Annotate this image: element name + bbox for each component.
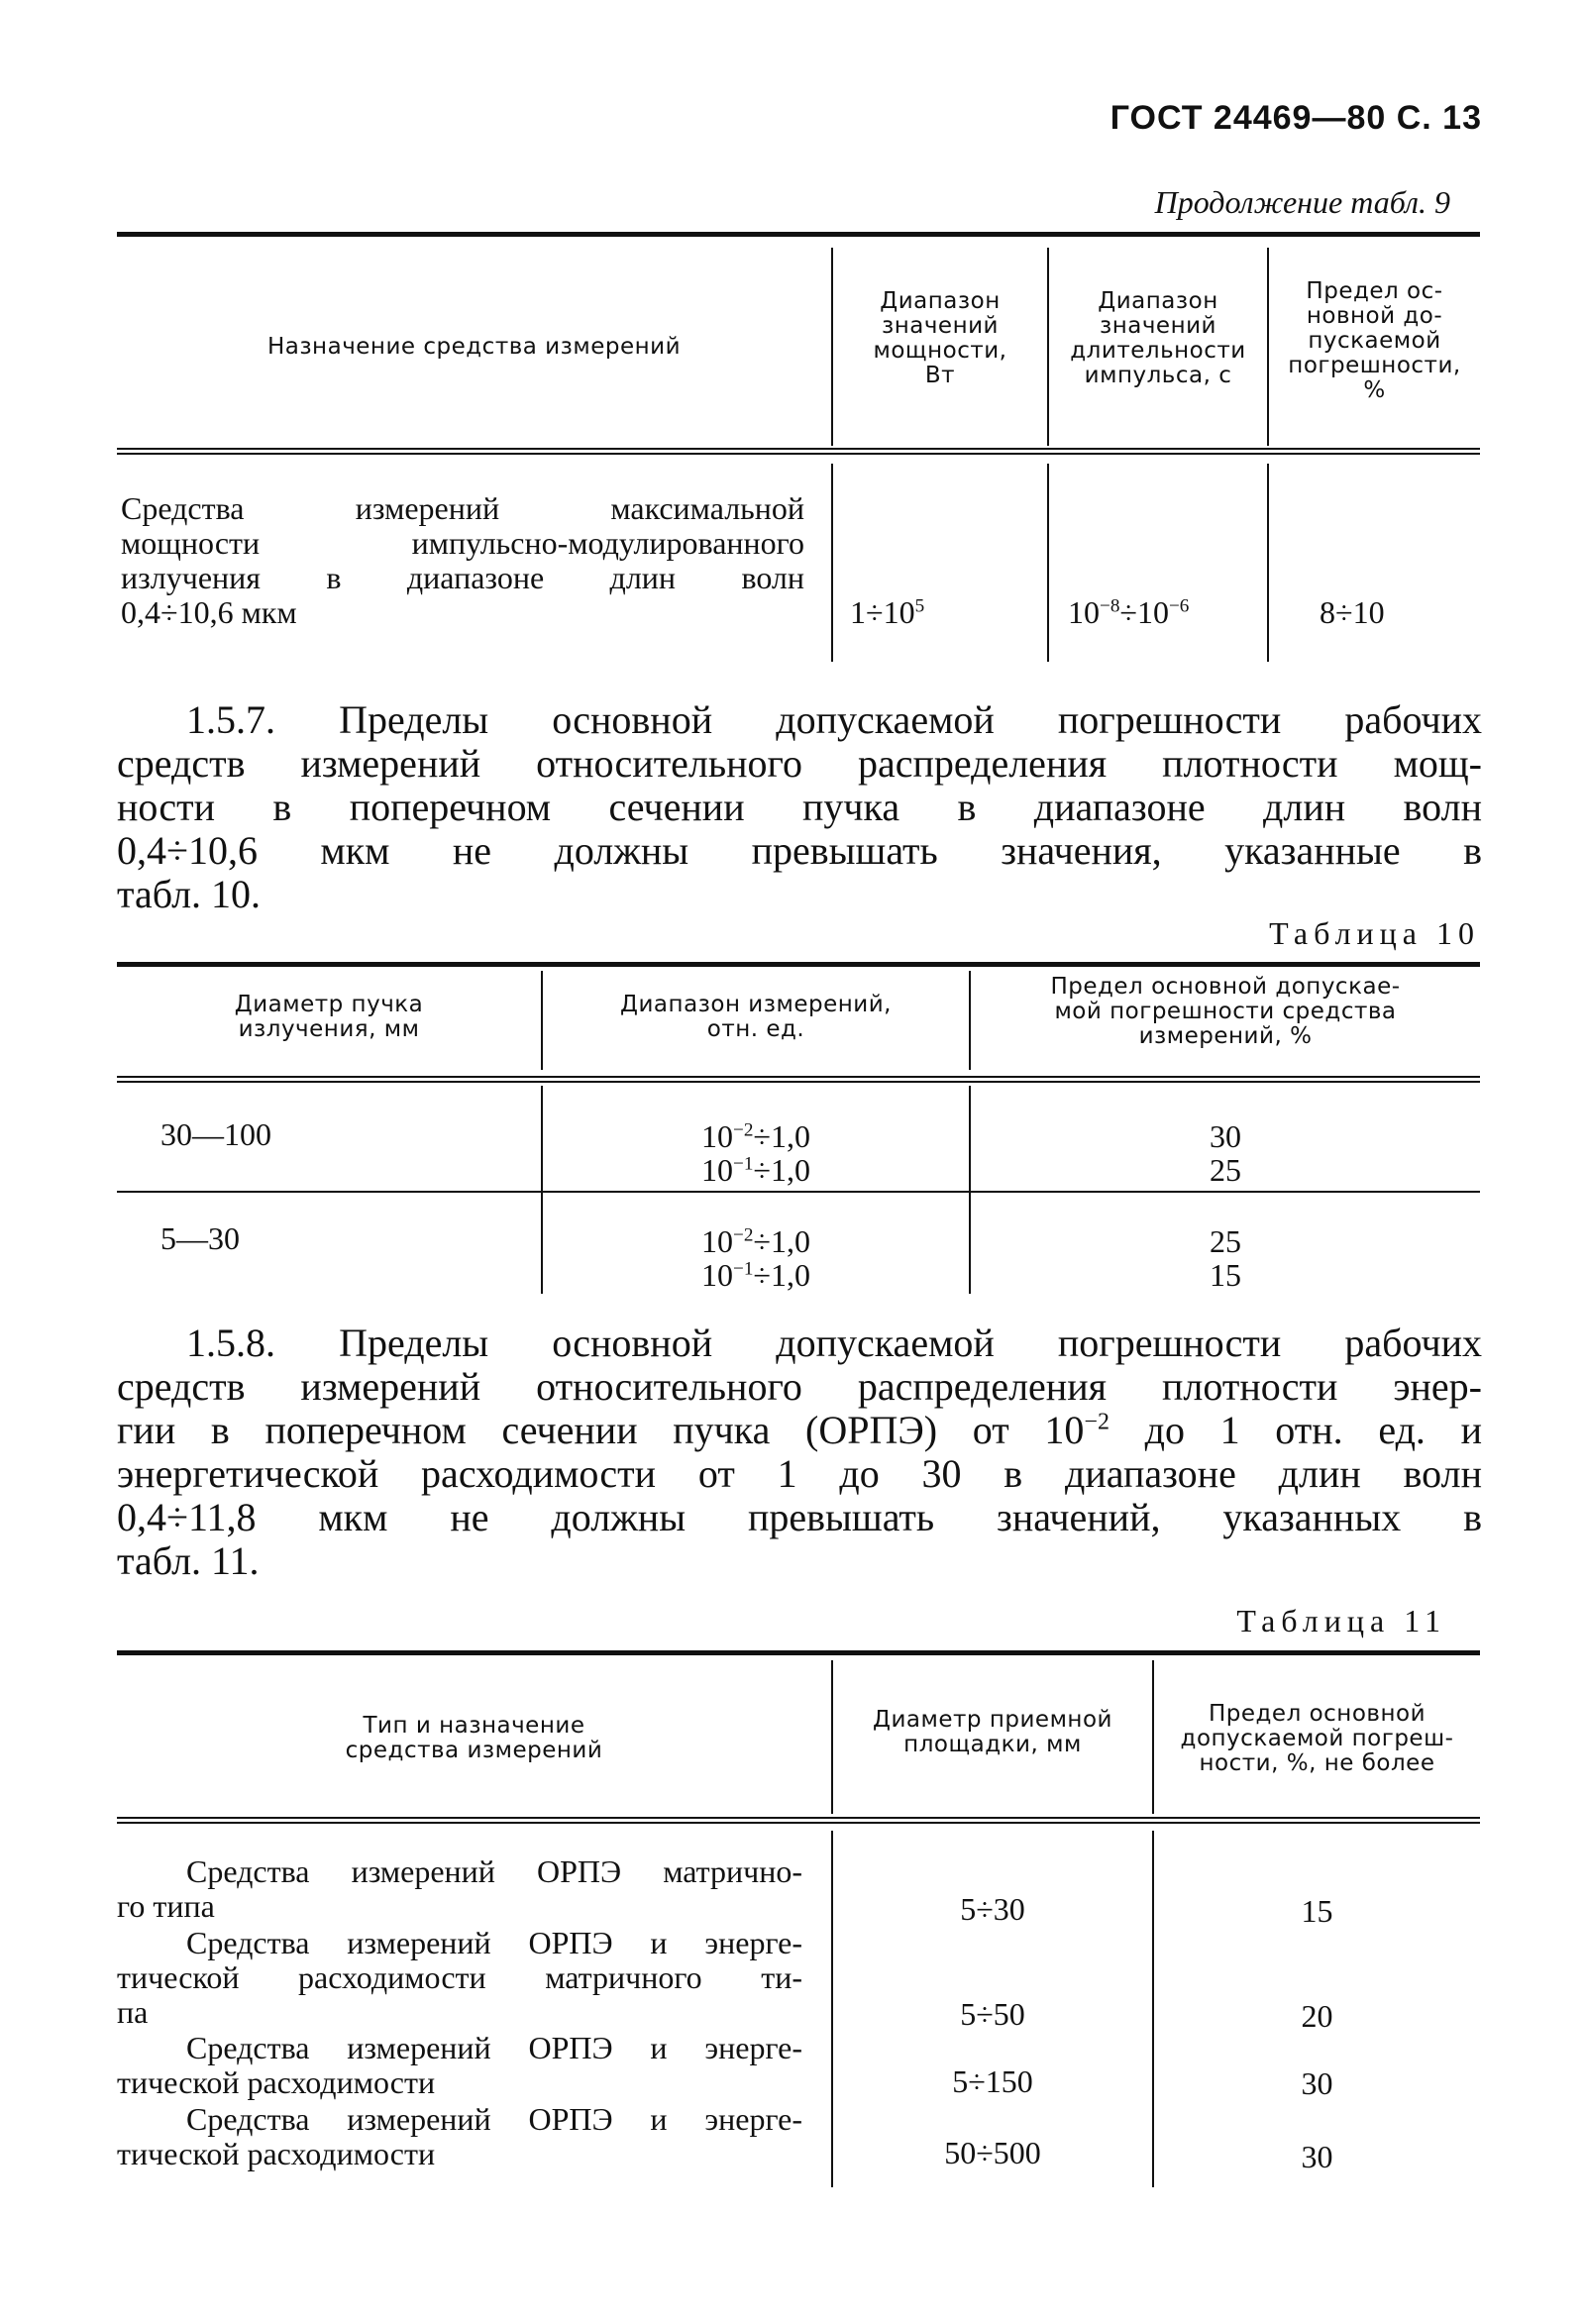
- table9-col-divider: [831, 464, 833, 662]
- table9-header-duration: [1049, 289, 1267, 388]
- header-line: площадки, мм: [903, 1732, 1082, 1757]
- table11-row4-diameter: 50÷500: [944, 2135, 1041, 2170]
- header-line: Вт: [924, 363, 956, 388]
- header-line: новной до-: [1306, 303, 1443, 329]
- page-header: ГОСТ 24469—80 С. 13: [1110, 99, 1482, 137]
- paragraph-1-5-7: [117, 698, 1482, 916]
- table11-row3-error: 30: [1301, 2065, 1333, 2101]
- table10-top-rule: [117, 962, 1480, 967]
- table10-row2-diameter: 5—30: [160, 1220, 240, 1256]
- table10-caption: Таблица 10: [1269, 915, 1480, 951]
- header-line: средства измерений: [345, 1738, 603, 1763]
- header-line: допускаемой погреш-: [1180, 1726, 1454, 1751]
- paragraph-line: 0,4÷10,6 мкм не должны превышать значения, указанные в: [117, 828, 1482, 873]
- error-value: 25: [1210, 1223, 1241, 1259]
- range-value: [543, 1258, 969, 1292]
- table11-caption: Таблица 11: [1236, 1603, 1446, 1638]
- range-base: 10: [701, 1223, 733, 1259]
- table11-row2-diameter: 5÷50: [960, 1996, 1025, 2032]
- header-line: %: [1363, 377, 1386, 403]
- duration-a-exponent: −8: [1100, 595, 1120, 617]
- table9-caption: Продолжение табл. 9: [1154, 184, 1450, 220]
- header-line: погрешности,: [1288, 353, 1461, 378]
- paragraph-line: [117, 1409, 1482, 1452]
- range-exponent: −2: [733, 1224, 754, 1246]
- header-line: Тип и назначение: [363, 1713, 585, 1739]
- header-line: измерений, %: [1138, 1023, 1313, 1049]
- header-line: Предел ос-: [1306, 278, 1443, 304]
- table11-row1-type: [117, 1854, 802, 1924]
- header-line: значений: [1099, 313, 1217, 339]
- table11-row4-error: 30: [1301, 2139, 1333, 2174]
- header-line: Предел основной: [1208, 1701, 1426, 1727]
- row-line: па: [117, 1994, 149, 2030]
- range-value: [543, 1224, 969, 1258]
- paragraph-line: средств измерений относительного распределения плотности энер-: [117, 1364, 1482, 1409]
- table10-row1-diameter: 30—100: [160, 1116, 271, 1152]
- table11-row3-type: [117, 2031, 802, 2100]
- header-line: длительности: [1070, 338, 1246, 364]
- row-line: мощности импульсно-модулированного: [121, 525, 804, 561]
- paragraph-line: 1.5.7. Пределы основной допускаемой погрешности рабочих: [186, 697, 1482, 742]
- table11-top-rule: [117, 1650, 1480, 1655]
- header-line: излучения, мм: [238, 1016, 420, 1042]
- range-rest: ÷1,0: [753, 1118, 810, 1154]
- table10-row1-ranges: [543, 1119, 969, 1187]
- exponent: −2: [1084, 1409, 1110, 1435]
- table9-row-error: 8÷10: [1320, 594, 1385, 630]
- range-rest: ÷1,0: [753, 1152, 810, 1188]
- range-exponent: −1: [733, 1258, 754, 1280]
- header-line: Предел основной допускае-: [1050, 974, 1401, 1000]
- range-value: [543, 1119, 969, 1153]
- table10-header-diameter: [117, 993, 541, 1042]
- range-rest: ÷1,0: [753, 1223, 810, 1259]
- table11-row3-diameter: 5÷150: [952, 2063, 1033, 2099]
- error-value: 15: [1210, 1257, 1241, 1293]
- row-line: тической расходимости: [117, 2064, 436, 2100]
- header-line: Диапазон: [880, 288, 1001, 314]
- header-line: отн. ед.: [706, 1016, 805, 1042]
- row-line: Средства измерений ОРПЭ матрично-: [186, 1853, 802, 1889]
- paragraph-line: табл. 10.: [117, 872, 262, 916]
- table11-row1-diameter: 5÷30: [960, 1891, 1025, 1927]
- range-base: 10: [701, 1118, 733, 1154]
- range-base: 10: [701, 1152, 733, 1188]
- range-base: 10: [701, 1257, 733, 1293]
- text-part: гии в поперечном сечении пучка (ОРПЭ) от 10: [117, 1408, 1085, 1452]
- header-line: пускаемой: [1308, 328, 1441, 354]
- row-line: тической расходимости матричного ти-: [117, 1959, 802, 1995]
- error-value: 30: [1210, 1118, 1241, 1154]
- row-line: тической расходимости: [117, 2136, 436, 2171]
- header-line: Диапазон: [1098, 288, 1218, 314]
- paragraph-line: энергетической расходимости от 1 до 30 в диапазоне длин волн: [117, 1451, 1482, 1496]
- header-line: мощности,: [873, 338, 1007, 364]
- table9-header-power: [833, 289, 1047, 388]
- table11-header-type: [117, 1714, 831, 1763]
- table10-header-range: [543, 993, 969, 1042]
- header-line: мой погрешности средства: [1054, 999, 1397, 1024]
- table9-row-duration: [1068, 595, 1189, 630]
- power-base: 1÷10: [850, 594, 915, 630]
- row-line: Средства измерений ОРПЭ и энерге-: [186, 1925, 802, 1960]
- duration-sep: ÷10: [1119, 594, 1169, 630]
- table11-row2-error: 20: [1301, 1998, 1333, 2034]
- range-rest: ÷1,0: [753, 1257, 810, 1293]
- row-line: Средства измерений ОРПЭ и энерге-: [186, 2101, 802, 2137]
- row-line: 0,4÷10,6 мкм: [121, 594, 297, 630]
- paragraph-line: 1.5.8. Пределы основной допускаемой погрешности рабочих: [186, 1320, 1482, 1365]
- power-exponent: 5: [914, 595, 925, 617]
- paragraph-line: табл. 11.: [117, 1538, 260, 1583]
- range-value: [543, 1153, 969, 1187]
- table10-row2-errors: [971, 1224, 1480, 1292]
- table11-header-diameter: [833, 1708, 1152, 1757]
- duration-a: 10: [1068, 594, 1100, 630]
- table11-row1-error: 15: [1301, 1893, 1333, 1929]
- header-line: Диаметр приемной: [873, 1707, 1112, 1733]
- table9-header-purpose: Назначение средства измерений: [266, 334, 682, 360]
- table11-header-rule: [117, 1817, 1480, 1824]
- table9-top-rule: [117, 232, 1480, 237]
- table9-header-error: [1269, 279, 1480, 403]
- table9-col-divider: [1047, 464, 1049, 662]
- table9-header-rule: [117, 448, 1480, 455]
- header-line: Диапазон измерений,: [620, 992, 892, 1017]
- header-line: импульса, с: [1084, 363, 1232, 388]
- table10-row-rule: [117, 1191, 1480, 1193]
- paragraph-line: 0,4÷11,8 мкм не должны превышать значений, указанных в: [117, 1495, 1482, 1539]
- table11-row2-type: [117, 1926, 802, 2030]
- range-exponent: −2: [733, 1119, 754, 1141]
- row-line: излучения в диапазоне длин волн: [121, 560, 804, 595]
- table10-header-rule: [117, 1076, 1480, 1083]
- table9-col-divider: [1267, 464, 1269, 662]
- table10-header-error: [971, 975, 1480, 1049]
- paragraph-line: средств измерений относительного распределения плотности мощ-: [117, 741, 1482, 786]
- row-line: Средства измерений максимальной: [121, 490, 804, 526]
- header-line: значений: [881, 313, 1000, 339]
- paragraph-line: ности в поперечном сечении пучка в диапазоне длин волн: [117, 785, 1482, 829]
- table10-row2-ranges: [543, 1224, 969, 1292]
- error-value: 25: [1210, 1152, 1241, 1188]
- duration-b-exponent: −6: [1168, 595, 1190, 617]
- row-line: го типа: [117, 1888, 215, 1924]
- paragraph-1-5-8: [117, 1321, 1482, 1583]
- range-exponent: −1: [733, 1153, 754, 1175]
- table9-row-name: [121, 491, 804, 630]
- header-line: ности, %, не более: [1199, 1750, 1435, 1776]
- table9-row-power: [850, 595, 924, 630]
- table10-row1-errors: [971, 1119, 1480, 1187]
- header-line: Диаметр пучка: [234, 992, 424, 1017]
- text-part: до 1 отн. ед. и: [1109, 1408, 1482, 1452]
- row-line: Средства измерений ОРПЭ и энерге-: [186, 2030, 802, 2065]
- table11-row4-type: [117, 2102, 802, 2171]
- table11-header-error: [1154, 1702, 1480, 1776]
